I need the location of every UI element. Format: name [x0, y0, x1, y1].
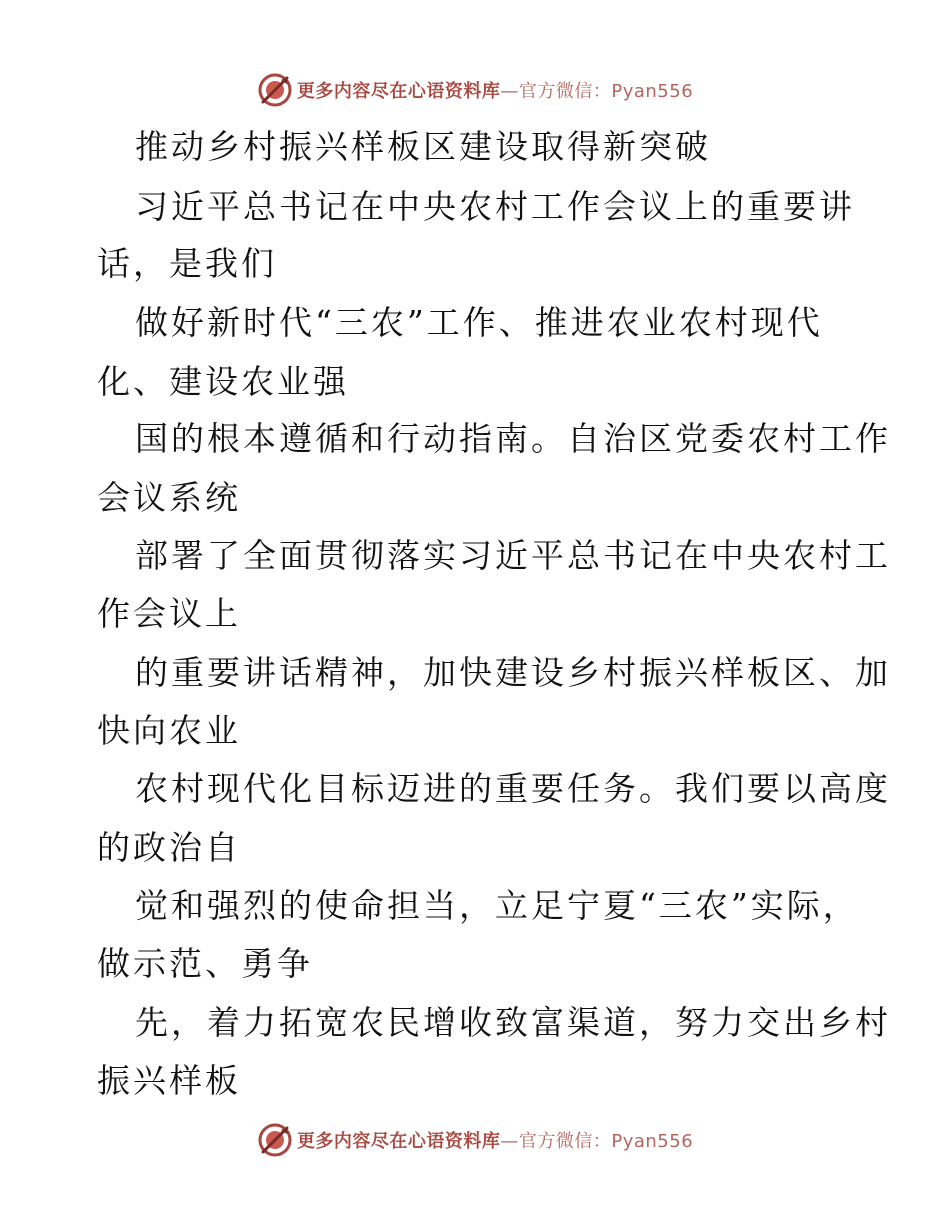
paragraph-line: 化、建设农业强 [97, 362, 349, 401]
paragraph-line: 做示范、勇争 [97, 944, 313, 983]
watermark-main-text: 更多内容尽在心语资料库 [296, 1131, 501, 1152]
paragraph-line: 先，着力拓宽农民增收致富渠道，努力交出乡村 [135, 1003, 891, 1042]
paragraph-line: 习近平总书记在中央农村工作会议上的重要讲 [135, 187, 855, 226]
paragraph-line: 会议系统 [97, 478, 241, 517]
paragraph-line: 国的根本遵循和行动指南。自治区党委农村工作 [135, 419, 891, 458]
paragraph-line: 做好新时代“三农”工作、推进农业农村现代 [135, 303, 823, 342]
paragraph-line: 作会议上 [97, 594, 241, 633]
paragraph-line: 农村现代化目标迈进的重要任务。我们要以高度 [135, 769, 891, 808]
paragraph-line: 的重要讲话精神，加快建设乡村振兴样板区、加 [135, 653, 891, 692]
paragraph-line: 的政治自 [97, 828, 241, 867]
paragraph-line: 觉和强烈的使命担当，立足宁夏“三农”实际， [135, 886, 859, 925]
header-watermark [0, 70, 950, 110]
document-title: 推动乡村振兴样板区建设取得新突破 [135, 127, 711, 166]
watermark-sub-text: —官方微信：Pyan556 [500, 1131, 694, 1152]
paragraph-line: 话，是我们 [97, 244, 277, 283]
paragraph-line: 快向农业 [97, 711, 241, 750]
paragraph-line: 部署了全面贯彻落实习近平总书记在中央农村工 [135, 536, 891, 575]
watermark-sub-text: —官方微信：Pyan556 [500, 81, 694, 102]
footer-watermark [0, 1120, 950, 1160]
watermark-main-text: 更多内容尽在心语资料库 [296, 81, 501, 102]
red-quill-seal-icon [257, 1122, 293, 1158]
paragraph-line: 振兴样板 [97, 1061, 241, 1100]
red-quill-seal-icon [257, 72, 293, 108]
